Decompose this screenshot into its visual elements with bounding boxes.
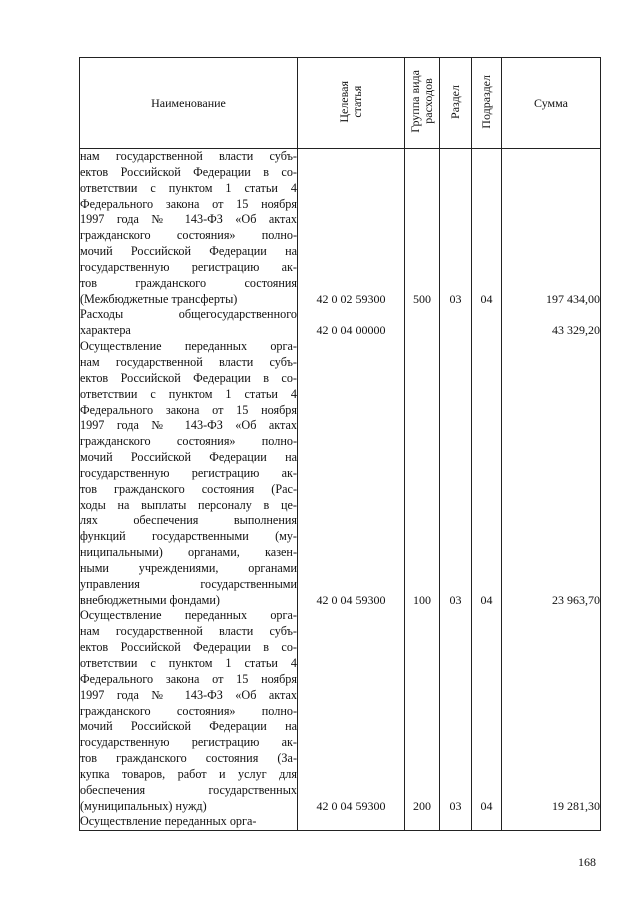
row-name-line: государственную регистрацию ак-	[80, 259, 297, 274]
row-expense-group: 100	[405, 339, 440, 608]
row-section: 03	[440, 608, 472, 814]
row-name-line: Расходы общегосударственного	[80, 307, 297, 322]
row-name-line: Федерального закона от 15 ноября	[80, 196, 297, 211]
row-expense-group	[405, 814, 440, 830]
row-name-line: ходы на выплаты персоналу в це-	[80, 497, 297, 512]
row-name-line: Осуществление переданных орга-	[80, 814, 257, 829]
row-name	[80, 307, 298, 339]
row-target-article	[298, 814, 405, 830]
row-name-line: гражданского состояния» полно-	[80, 228, 297, 243]
row-name-line: ответствии с пунктом 1 статьи 4	[80, 656, 297, 670]
row-subsection	[472, 814, 502, 830]
row-section	[440, 814, 472, 830]
row-name-line: ответствии с пунктом 1 статьи 4	[80, 180, 297, 195]
table-row	[80, 149, 601, 308]
table-row	[80, 608, 601, 814]
row-name-line: Осуществление переданных орга-	[80, 339, 297, 354]
table-body	[80, 149, 601, 831]
row-name-line: 1997 года № 143-ФЗ «Об актах	[80, 687, 297, 702]
row-name-line: обеспечения государственных	[80, 782, 297, 797]
row-name	[80, 608, 298, 814]
row-name-line: тов гражданского состояния	[80, 275, 297, 290]
row-name-line: ектов Российской Федерации в со-	[80, 164, 297, 179]
row-name-line: тов гражданского состояния (За-	[80, 751, 297, 766]
row-name-line: Федерального закона от 15 ноября	[80, 671, 297, 686]
row-subsection	[472, 307, 502, 339]
row-expense-group: 500	[405, 149, 440, 308]
row-name-line: функций государственными (му-	[80, 529, 297, 544]
row-name-line: мочий Российской Федерации на	[80, 719, 297, 734]
row-target-article: 42 0 04 59300	[298, 608, 405, 814]
row-section: 03	[440, 339, 472, 608]
row-name-line: нам государственной власти субъ-	[80, 624, 297, 639]
row-expense-group	[405, 307, 440, 339]
row-name-line: характера	[80, 323, 131, 338]
table-header-row	[80, 58, 601, 149]
row-section: 03	[440, 149, 472, 308]
row-name-line: ответствии с пунктом 1 статьи 4	[80, 386, 297, 401]
row-target-article: 42 0 04 59300	[298, 339, 405, 608]
row-name-line: ектов Российской Федерации в со-	[80, 640, 297, 655]
header-section: Раздел	[440, 58, 472, 149]
row-name-line: 1997 года № 143-ФЗ «Об актах	[80, 418, 297, 433]
page-number: 168	[578, 855, 596, 869]
row-sum: 23 963,70	[502, 339, 601, 608]
row-name-line: (муниципальных) нужд)	[80, 798, 207, 813]
row-name-line: внебюджетными фондами)	[80, 592, 220, 607]
row-subsection: 04	[472, 339, 502, 608]
row-sum: 43 329,20	[502, 307, 601, 339]
row-sum	[502, 814, 601, 830]
row-name-line: ными учреждениями, органами	[80, 560, 297, 575]
row-target-article: 42 0 04 00000	[298, 307, 405, 339]
row-name-line: ниципальными) органами, казен-	[80, 545, 297, 560]
row-name	[80, 339, 298, 608]
header-target-article: Целевая статья	[298, 58, 405, 149]
row-name	[80, 814, 298, 830]
row-name-line: Осуществление переданных орга-	[80, 608, 297, 623]
row-name	[80, 149, 298, 308]
header-sum: Сумма	[502, 58, 601, 149]
row-name-line: Федерального закона от 15 ноября	[80, 402, 297, 417]
row-sum: 19 281,30	[502, 608, 601, 814]
table-row	[80, 814, 601, 830]
row-name-line: купка товаров, работ и услуг для	[80, 766, 297, 781]
row-name-line: тов гражданского состояния (Рас-	[80, 481, 297, 496]
row-subsection: 04	[472, 608, 502, 814]
row-name-line: ектов Российской Федерации в со-	[80, 370, 297, 385]
header-expense-group: Группа вида расходов	[405, 58, 440, 149]
row-name-line: (Межбюджетные трансферты)	[80, 291, 238, 306]
header-subsection: Подраздел	[472, 58, 502, 149]
row-name-line: нам государственной власти субъ-	[80, 354, 297, 369]
row-name-line: управления государственными	[80, 576, 297, 591]
row-name-line: гражданского состояния» полно-	[80, 703, 297, 718]
table-row	[80, 339, 601, 608]
row-name-line: мочий Российской Федерации на	[80, 450, 297, 465]
row-name-line: государственную регистрацию ак-	[80, 465, 297, 480]
row-sum: 197 434,00	[502, 149, 601, 308]
row-name-line: лях обеспечения выполнения	[80, 513, 297, 528]
row-name-line: государственную регистрацию ак-	[80, 735, 297, 750]
row-subsection: 04	[472, 149, 502, 308]
row-expense-group: 200	[405, 608, 440, 814]
row-target-article: 42 0 02 59300	[298, 149, 405, 308]
budget-table	[79, 57, 601, 831]
table-row	[80, 307, 601, 339]
row-name-line: мочий Российской Федерации на	[80, 244, 297, 259]
row-name-line: 1997 года № 143-ФЗ «Об актах	[80, 212, 297, 227]
row-name-line: гражданского состояния» полно-	[80, 434, 297, 449]
row-section	[440, 307, 472, 339]
header-name: Наименование	[80, 58, 298, 149]
row-name-line: нам государственной власти субъ-	[80, 149, 297, 163]
